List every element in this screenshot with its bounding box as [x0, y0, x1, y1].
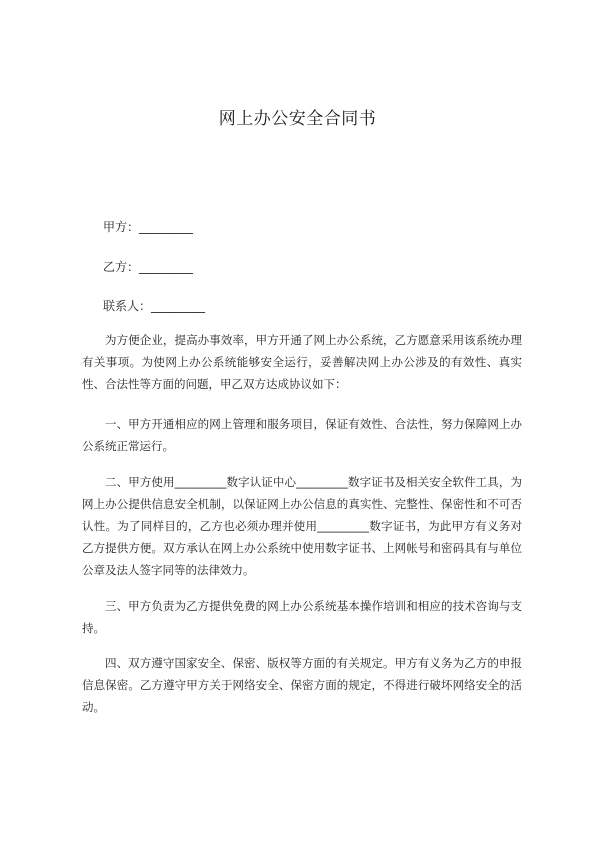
intro-paragraph: 为方便企业，提高办事效率，甲方开通了网上办公系统，乙方愿意采用该系统办理有关事项。为使网上办公系统能够安全运行，妥善解决网上办公涉及的有效性、真实性、合法性等方面的问题，甲乙双方达成协议如下： [82, 333, 522, 391]
document-title: 网上办公安全合同书 [218, 109, 377, 129]
party-a-field: 甲方：_________ [103, 220, 194, 234]
clause-3-paragraph: 三、甲方负责为乙方提供免费的网上办公系统基本操作培训和相应的技术咨询与支持。 [82, 599, 522, 635]
clause-2-paragraph: 二、甲方使用_________数字认证中心_________数字证书及相关安全软件工具，为网上办公提供信息安全机制，以保证网上办公信息的真实性、完整性、保密性和不可否认性。为了同样目的，乙方也必须办理并使用_________数字证书，为此甲方有义务对乙方提供方便。双方承认在网上办公系统中使用数字证书、上网帐号和密码具有与单位公章及法人签字同等的法律效力。 [82, 475, 522, 577]
party-b-field: 乙方：_________ [103, 260, 194, 274]
contact-person-field: 联系人：_________ [103, 299, 206, 313]
clause-1-paragraph: 一、甲方开通相应的网上管理和服务项目，保证有效性、合法性，努力保障网上办公系统正常运行。 [82, 417, 522, 453]
clause-4-paragraph: 四、双方遵守国家安全、保密、版权等方面的有关规定。甲方有义务为乙方的申报信息保密。乙方遵守甲方关于网络安全、保密方面的规定，不得进行破坏网络安全的活动。 [82, 656, 522, 714]
